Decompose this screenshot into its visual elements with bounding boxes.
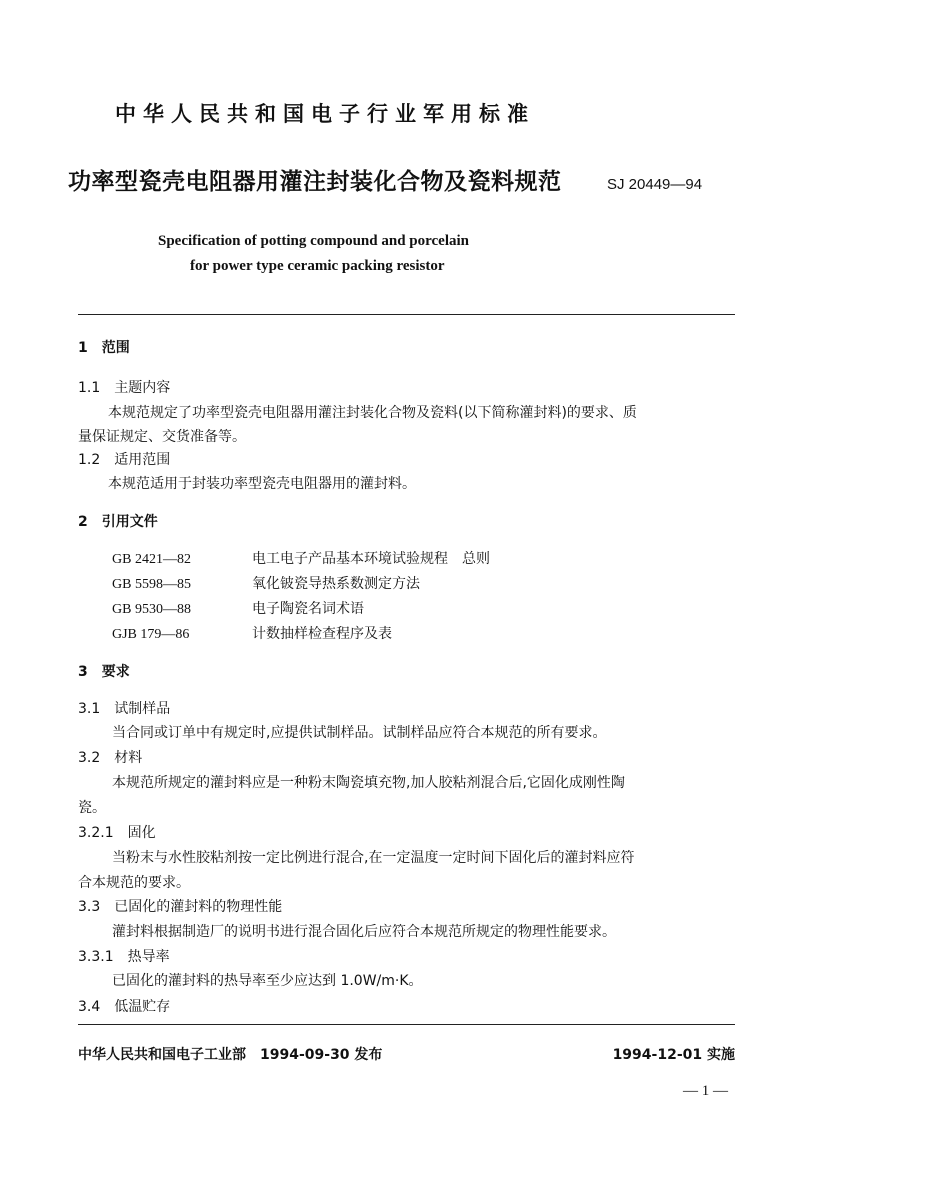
- top-divider: [78, 314, 735, 315]
- reference-item: GJB 179—86 计数抽样检查程序及表: [112, 626, 392, 642]
- section-3-3-text: 灌封料根据制造厂的说明书进行混合固化后应符合本规范所规定的物理性能要求。: [112, 924, 616, 940]
- document-title: 功率型瓷壳电阻器用灌注封装化合物及瓷料规范: [68, 169, 562, 195]
- section-1-2-heading: 1.2 适用范围: [78, 452, 171, 468]
- english-title-line2: for power type ceramic packing resistor: [190, 258, 445, 274]
- section-1-1-text-line1: 本规范规定了功率型瓷壳电阻器用灌注封装化合物及瓷料(以下简称灌封料)的要求、质: [108, 405, 637, 421]
- section-3-heading: 3 要求: [78, 664, 130, 680]
- standard-code: SJ 20449—94: [607, 176, 703, 193]
- section-3-2-text-line1: 本规范所规定的灌封料应是一种粉末陶瓷填充物,加人胶粘剂混合后,它固化成刚性陶: [112, 775, 625, 791]
- section-1-heading: 1 范围: [78, 340, 130, 356]
- reference-item: GB 5598—85 氧化铍瓷导热系数测定方法: [112, 576, 420, 592]
- reference-item: GB 2421—82 电工电子产品基本环境试验规程 总则: [112, 551, 490, 567]
- section-3-2-1-text-line2: 合本规范的要求。: [78, 875, 190, 891]
- page-number: — 1 —: [683, 1083, 728, 1099]
- bottom-divider: [78, 1024, 735, 1025]
- section-3-3-heading: 3.3 已固化的灌封料的物理性能: [78, 899, 283, 915]
- section-2-heading: 2 引用文件: [78, 514, 158, 530]
- reference-item: GB 9530—88 电子陶瓷名词术语: [112, 601, 364, 617]
- section-3-4-heading: 3.4 低温贮存: [78, 999, 171, 1015]
- section-3-2-heading: 3.2 材料: [78, 750, 143, 766]
- section-3-3-1-heading: 3.3.1 热导率: [78, 949, 170, 965]
- section-3-2-1-text-line1: 当粉末与水性胶粘剂按一定比例进行混合,在一定温度一定时间下固化后的灌封料应符: [112, 850, 635, 866]
- section-1-1-heading: 1.1 主题内容: [78, 380, 171, 396]
- section-3-1-heading: 3.1 试制样品: [78, 701, 171, 717]
- issuer-date: 中华人民共和国电子工业部 1994-09-30 发布: [78, 1047, 383, 1063]
- section-3-1-text: 当合同或订单中有规定时,应提供试制样品。试制样品应符合本规范的所有要求。: [112, 725, 607, 741]
- standard-category: 中华人民共和国电子行业军用标准: [115, 102, 535, 126]
- section-3-2-1-heading: 3.2.1 固化: [78, 825, 156, 841]
- section-3-3-1-text: 已固化的灌封料的热导率至少应达到 1.0W/m·K。: [112, 973, 423, 989]
- effective-date: 1994-12-01 实施: [612, 1047, 735, 1063]
- section-1-2-text: 本规范适用于封装功率型瓷壳电阻器用的灌封料。: [108, 476, 416, 492]
- english-title-line1: Specification of potting compound and porcelain: [158, 233, 470, 249]
- section-1-1-text-line2: 量保证规定、交货准备等。: [78, 429, 246, 445]
- section-3-2-text-line2: 瓷。: [78, 800, 106, 816]
